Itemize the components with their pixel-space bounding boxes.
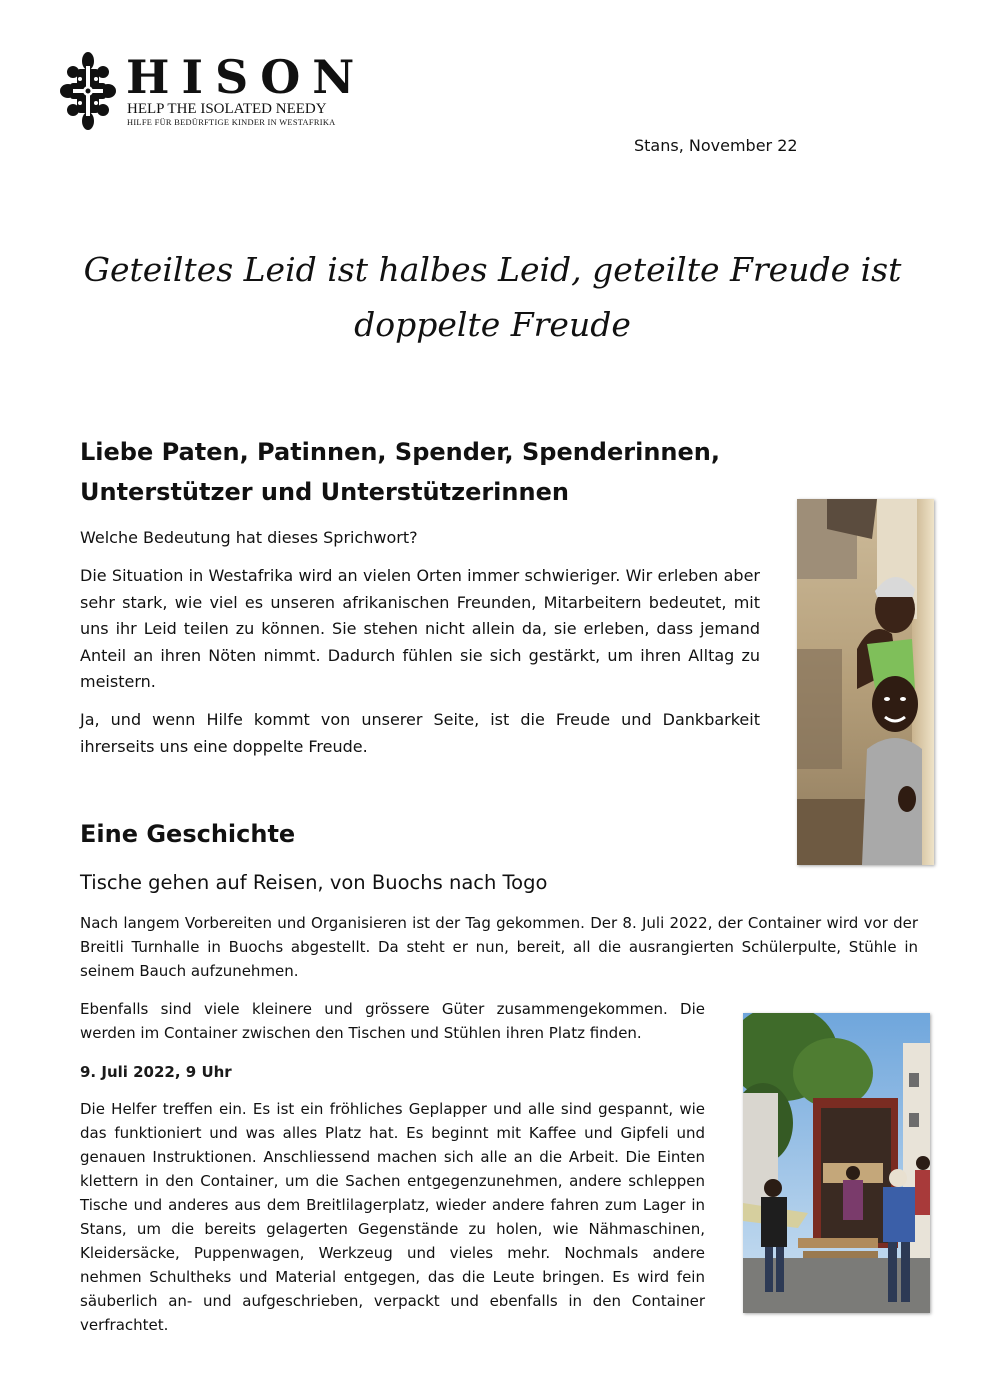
logo-tagline: HELP THE ISOLATED NEEDY xyxy=(127,101,327,117)
children-photo xyxy=(797,499,934,865)
logo-subline: HILFE FÜR BEDÜRFTIGE KINDER IN WESTAFRIKA xyxy=(127,118,336,127)
story-time: 9. Juli 2022, 9 Uhr xyxy=(80,1063,232,1081)
proverb-title: Geteiltes Leid ist halbes Leid, geteilte Freude ist doppelte Freude xyxy=(83,250,902,344)
container-loading-photo xyxy=(743,1013,930,1313)
story-paragraph-2: Ebenfalls sind viele kleinere und grössere Güter zusammengekommen. Die werden im Container zwischen den Tischen und Stühlen ihren Platz finden. xyxy=(80,1000,705,1042)
logo-name: HISON xyxy=(126,50,367,104)
ornament-icon xyxy=(60,52,116,130)
story-paragraph-3: Die Helfer treffen ein. Es ist ein fröhliches Geplapper und alle sind gespannt, wie das funktioniert und was alles Platz hat. Es beginnt mit Kaffee und Gipfeli und genauen Instruktionen. Anschliessend machen sich alle an die Arbeit. Die Einten klettern in den Container, um die Sachen entgegenzunehmen, andere schleppen Tische und anderes aus dem Breitlilagerplatz, wieder andere fahren zum Lager in Stans, um die bereits gelagerten Gegenstände zu holen, wie Nähmaschinen, Kleidersäcke, Puppenwagen, Werkzeug und vieles mehr. Nochmals andere nehmen Schultheks und Material entgegen, das die Leute bringen. Es wird fein säuberlich an- und aufgeschrieben, verpackt und ebenfalls in den Container verfrachtet. xyxy=(80,1100,705,1334)
hison-logo-emblem xyxy=(60,52,116,130)
intro-paragraph: Die Situation in Westafrika wird an vielen Orten immer schwieriger. Wir erleben aber sehr stark, wie viel es unseren afrikanischen Freunden, Mitarbeitern bedeutet, mit uns ihr Leid teilen zu können. Sie stehen nicht allein da, sie erleben, dass jemand Anteil an ihren Nöten nimmt. Dadurch fühlen sie sich gestärkt, um ihren Alltag zu meistern. xyxy=(80,566,760,691)
question-text: Welche Bedeutung hat dieses Sprichwort? xyxy=(80,528,418,547)
joy-paragraph: Ja, und wenn Hilfe kommt von unserer Seite, ist die Freude und Dankbarkeit ihrerseits uns eine doppelte Freude. xyxy=(80,710,760,756)
story-subheading: Tische gehen auf Reisen, von Buochs nach Togo xyxy=(80,871,548,894)
story-paragraph-1: Nach langem Vorbereiten und Organisieren ist der Tag gekommen. Der 8. Juli 2022, der Container wird vor der Breitli Turnhalle in Buochs abgestellt. Da steht er nun, bereit, all die ausrangierten Schülerpulte, Stühle in seinem Bauch aufzunehmen. xyxy=(80,914,918,980)
story-heading: Eine Geschichte xyxy=(80,820,296,848)
greeting-heading: Liebe Paten, Patinnen, Spender, Spenderinnen, Unterstützer und Unterstützerinnen xyxy=(80,438,720,506)
letter-date: Stans, November 22 xyxy=(634,136,798,155)
